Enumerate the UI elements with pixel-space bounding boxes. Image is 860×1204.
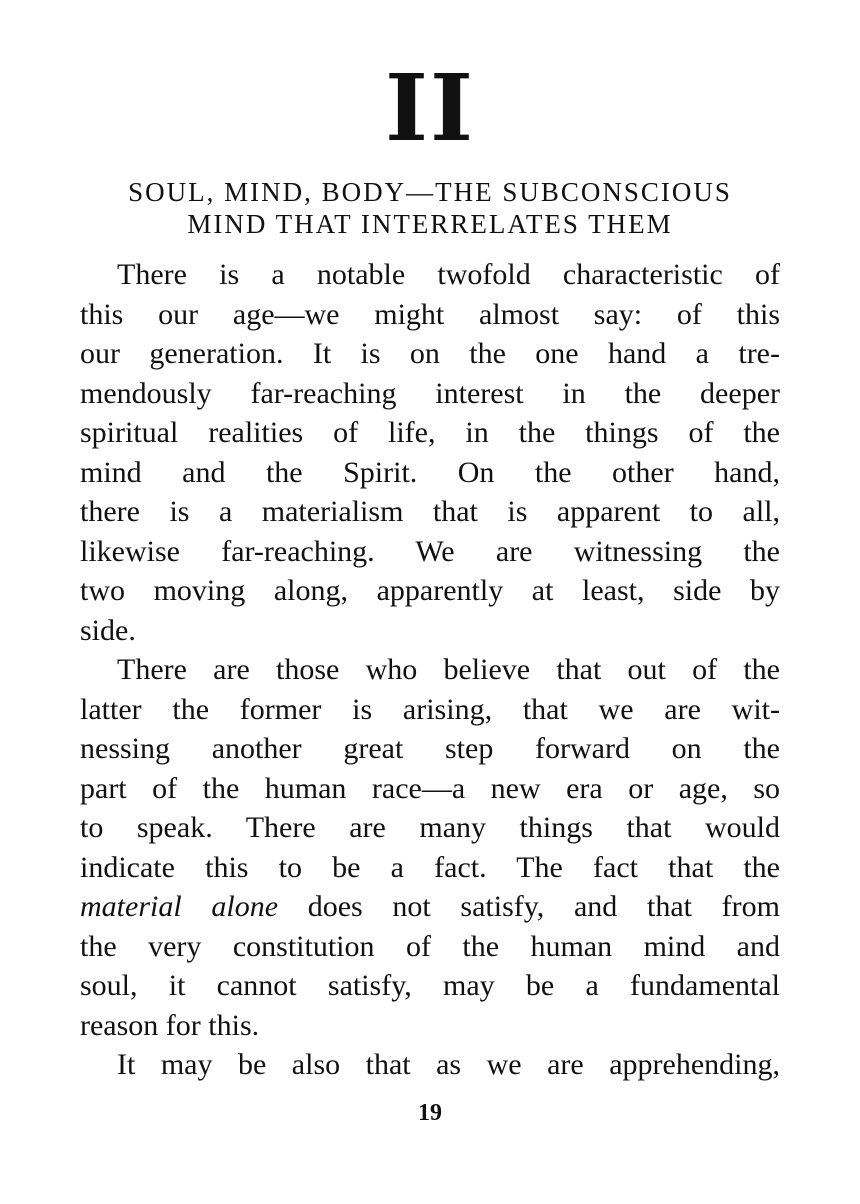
paragraph-2 bbox=[80, 650, 780, 1045]
text-line: There is a notable twofold characteristic of bbox=[117, 258, 780, 291]
text-line: the very constitution of the human mind and bbox=[80, 929, 780, 963]
italic-phrase: material alone bbox=[80, 890, 279, 923]
text-line: There are those who believe that out of the bbox=[117, 653, 780, 686]
text-fragment: does not satisfy, and that from bbox=[278, 890, 780, 923]
chapter-title-line: SOUL, MIND, BODY—THE SUBCONSCIOUS bbox=[128, 177, 732, 207]
chapter-title-line: MIND THAT INTERRELATES THEM bbox=[187, 209, 673, 239]
text-line: part of the human race—a new era or age, so bbox=[80, 771, 780, 805]
page-number: 19 bbox=[418, 1100, 442, 1126]
paragraph-3 bbox=[80, 1045, 780, 1085]
text-line-with-italic bbox=[80, 887, 780, 927]
text-line: indicate this to be a fact. The fact that the bbox=[80, 850, 780, 884]
text-line: latter the former is arising, that we are wit- bbox=[80, 692, 780, 726]
text-line: likewise far-reaching. We are witnessing the bbox=[80, 534, 780, 568]
chapter-title bbox=[70, 176, 790, 240]
text-line: there is a materialism that is apparent to all, bbox=[80, 495, 780, 528]
text-line: spiritual realities of life, in the things of the bbox=[80, 416, 780, 449]
text-line: soul, it cannot satisfy, may be a fundamental bbox=[80, 969, 780, 1002]
text-line: to speak. There are many things that would bbox=[80, 811, 780, 844]
body-text bbox=[80, 255, 780, 1085]
text-line: side. bbox=[80, 613, 136, 647]
text-line: two moving along, apparently at least, side by bbox=[80, 574, 780, 607]
chapter-number: II bbox=[384, 54, 476, 162]
text-line: mind and the Spirit. On the other hand, bbox=[80, 455, 780, 489]
paragraph-1 bbox=[80, 255, 780, 650]
text-line: reason for this. bbox=[80, 1008, 260, 1042]
text-line: nessing another great step forward on the bbox=[80, 732, 780, 765]
text-line: mendously far-reaching interest in the deeper bbox=[80, 376, 780, 410]
text-line: this our age—we might almost say: of this bbox=[80, 297, 780, 331]
text-line: our generation. It is on the one hand a tre- bbox=[80, 337, 780, 370]
text-line: It may be also that as we are apprehending, bbox=[117, 1048, 780, 1081]
